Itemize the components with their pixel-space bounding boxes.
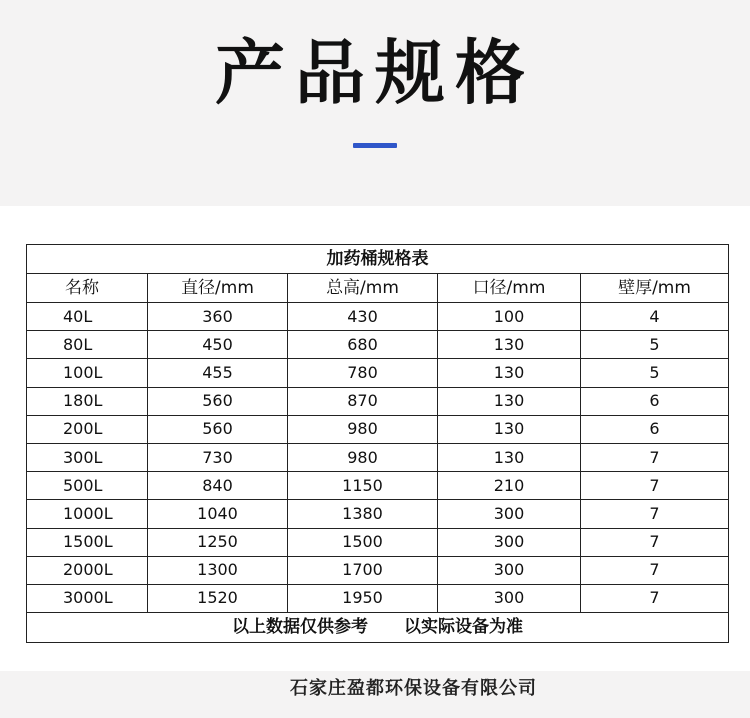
table-row (27, 472, 729, 500)
table-cell: 130 (438, 387, 581, 415)
table-cell: 455 (148, 359, 288, 387)
note-left: 以上数据仅供参考 (232, 617, 369, 638)
table-cell: 2000L (27, 556, 148, 584)
table-cell: 6 (581, 387, 729, 415)
table-cell: 560 (148, 387, 288, 415)
table-cell: 130 (438, 331, 581, 359)
table-cell: 980 (288, 415, 438, 443)
table-cell: 840 (148, 472, 288, 500)
table-cell: 1520 (148, 584, 288, 612)
table-row (27, 387, 729, 415)
table-row (27, 528, 729, 556)
note-right: 以实际设备为准 (404, 617, 524, 638)
table-cell: 1500 (288, 528, 438, 556)
table-cell: 210 (438, 472, 581, 500)
column-header: 总高/mm (288, 274, 438, 303)
table-cell: 80L (27, 331, 148, 359)
table-cell: 500L (27, 472, 148, 500)
table-cell: 5 (581, 331, 729, 359)
table-row (27, 359, 729, 387)
table-note-row (27, 613, 729, 643)
table-header-row (27, 274, 729, 303)
table-cell: 680 (288, 331, 438, 359)
table-cell: 300 (438, 500, 581, 528)
table-note (27, 613, 729, 643)
table-row (27, 556, 729, 584)
table-cell: 1700 (288, 556, 438, 584)
page-title: 产品规格 (215, 32, 535, 114)
table-cell: 200L (27, 415, 148, 443)
table-caption: 加药桶规格表 (27, 245, 729, 274)
table-cell: 6 (581, 415, 729, 443)
table-cell: 1500L (27, 528, 148, 556)
column-header: 口径/mm (438, 274, 581, 303)
table-cell: 1380 (288, 500, 438, 528)
table-cell: 300 (438, 556, 581, 584)
table-cell: 300 (438, 584, 581, 612)
table-cell: 730 (148, 443, 288, 471)
table-row (27, 331, 729, 359)
table-caption-row (27, 245, 729, 274)
table-cell: 1300 (148, 556, 288, 584)
table-cell: 130 (438, 443, 581, 471)
table-row (27, 303, 729, 331)
table-cell: 870 (288, 387, 438, 415)
table-cell: 7 (581, 443, 729, 471)
table-cell: 300L (27, 443, 148, 471)
table-cell: 7 (581, 556, 729, 584)
title-underline (353, 143, 397, 148)
table-row (27, 584, 729, 612)
table-cell: 3000L (27, 584, 148, 612)
table-cell: 560 (148, 415, 288, 443)
table-cell: 7 (581, 472, 729, 500)
table-cell: 1250 (148, 528, 288, 556)
table-row (27, 415, 729, 443)
spec-table (26, 244, 729, 643)
table-cell: 1150 (288, 472, 438, 500)
table-cell: 5 (581, 359, 729, 387)
table-cell: 4 (581, 303, 729, 331)
table-cell: 1000L (27, 500, 148, 528)
table-cell: 7 (581, 584, 729, 612)
table-cell: 980 (288, 443, 438, 471)
table-row (27, 443, 729, 471)
table-cell: 1950 (288, 584, 438, 612)
table-row (27, 500, 729, 528)
table-cell: 430 (288, 303, 438, 331)
table-cell: 1040 (148, 500, 288, 528)
table-cell: 7 (581, 528, 729, 556)
table-cell: 180L (27, 387, 148, 415)
table-cell: 300 (438, 528, 581, 556)
header-banner (0, 0, 750, 206)
company-name: 石家庄盈都环保设备有限公司 (290, 678, 537, 699)
column-header: 直径/mm (148, 274, 288, 303)
column-header: 名称 (27, 274, 148, 303)
table-cell: 450 (148, 331, 288, 359)
table-cell: 360 (148, 303, 288, 331)
column-header: 壁厚/mm (581, 274, 729, 303)
table-cell: 130 (438, 359, 581, 387)
table-cell: 100 (438, 303, 581, 331)
table-cell: 130 (438, 415, 581, 443)
table-cell: 780 (288, 359, 438, 387)
table-cell: 100L (27, 359, 148, 387)
table-cell: 7 (581, 500, 729, 528)
table-cell: 40L (27, 303, 148, 331)
